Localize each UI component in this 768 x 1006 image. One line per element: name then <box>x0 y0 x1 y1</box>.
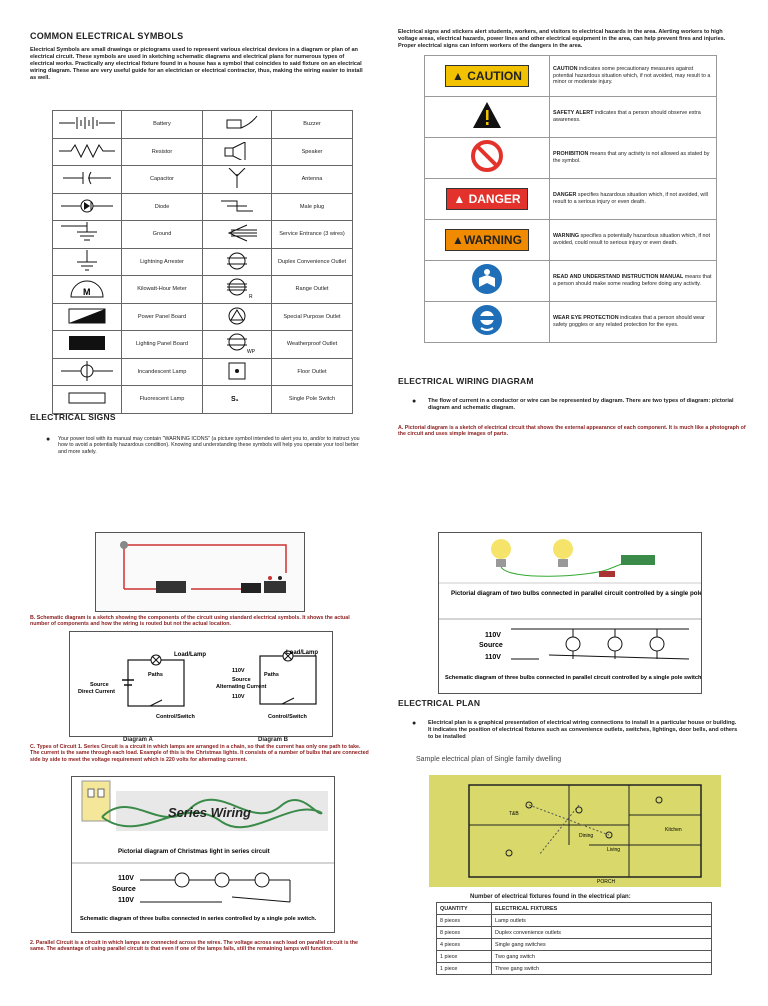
symbol-icon <box>203 248 272 276</box>
symbol-name: Lighting Panel Board <box>122 331 203 359</box>
plan-caption: Sample electrical plan of Single family dwelling <box>416 756 562 763</box>
fixture-row <box>437 939 712 951</box>
symbol-row <box>53 386 353 414</box>
series-wiring-label: Series Wiring <box>168 805 251 820</box>
diagram-a-source2: Direct Current <box>78 689 115 695</box>
symbol-icon <box>53 111 122 139</box>
signs-title: ELECTRICAL SIGNS <box>30 412 116 422</box>
symbol-name: Range Outlet <box>272 276 353 304</box>
symbol-icon <box>53 331 122 359</box>
symbol-row <box>53 111 353 139</box>
sign-row-read-manual: READ AND UNDERSTAND INSTRUCTION MANUAL means that a person should make some reading before doing any activity. <box>425 261 717 302</box>
parallel-source: Source <box>479 642 503 649</box>
symbol-icon <box>53 221 122 249</box>
symbol-row <box>53 193 353 221</box>
symbol-name: Diode <box>122 193 203 221</box>
symbol-icon <box>203 111 272 139</box>
diagram-b-source2: Alternating Current <box>216 684 267 690</box>
fixture-quantity: 8 pieces <box>437 927 492 939</box>
fixture-row <box>437 927 712 939</box>
plan-title: ELECTRICAL PLAN <box>398 698 481 708</box>
series-figure <box>71 776 335 933</box>
symbol-row <box>53 221 353 249</box>
signs-table <box>424 55 717 343</box>
diagram-b-caption: Diagram B <box>258 737 289 743</box>
pictorial-circuit-image <box>95 532 305 612</box>
fixture-name: Single gang switches <box>492 939 712 951</box>
symbol-name: Weatherproof Outlet <box>272 331 353 359</box>
symbol-icon <box>203 138 272 166</box>
svg-text:WP: WP <box>247 349 256 355</box>
symbol-name: Fluorescent Lamp <box>122 386 203 414</box>
diagram-b-paths: Paths <box>264 672 279 678</box>
symbol-row <box>53 358 353 386</box>
symbol-name: Antenna <box>272 166 353 194</box>
parallel-figure <box>438 532 702 694</box>
symbol-icon <box>53 138 122 166</box>
symbol-name: Lightning Arrester <box>122 248 203 276</box>
fixture-name: Two gang switch <box>492 951 712 963</box>
symbol-icon <box>203 386 272 414</box>
fixture-quantity: 1 piece <box>437 951 492 963</box>
symbol-name: Kilowatt-Hour Meter <box>122 276 203 304</box>
symbol-row <box>53 248 353 276</box>
symbol-name: Ground <box>122 221 203 249</box>
electrical-plan-image <box>429 775 721 887</box>
fixtures-header-fixture: ELECTRICAL FIXTURES <box>492 903 712 915</box>
fixture-row <box>437 951 712 963</box>
parallel-pictorial-caption: Pictorial diagram of two bulbs connected in parallel circuit controlled by a single pole switch. <box>451 590 701 597</box>
diagram-a-source: Source <box>90 682 109 688</box>
symbol-row <box>53 138 353 166</box>
fixture-row <box>437 963 712 975</box>
fixtures-header-qty: QUANTITY <box>437 903 492 915</box>
symbol-icon <box>53 386 122 414</box>
symbol-icon <box>203 166 272 194</box>
symbol-icon <box>53 303 122 331</box>
symbol-row <box>53 166 353 194</box>
fixture-row <box>437 915 712 927</box>
symbol-row <box>53 331 353 359</box>
diagrams-ab <box>69 631 333 737</box>
fixture-name: Duplex convenience outlets <box>492 927 712 939</box>
symbol-icon <box>53 193 122 221</box>
symbol-icon <box>203 221 272 249</box>
symbol-name: Battery <box>122 111 203 139</box>
symbols-title: COMMON ELECTRICAL SYMBOLS <box>30 31 184 41</box>
series-v1: 110V <box>118 875 134 882</box>
fixture-quantity: 4 pieces <box>437 939 492 951</box>
fixture-quantity: 1 piece <box>437 963 492 975</box>
diagram-a-load: Load/Lamp <box>174 652 207 658</box>
diagram-b-load: Load/Lamp <box>286 650 319 656</box>
symbol-icon <box>203 193 272 221</box>
symbol-icon <box>203 358 272 386</box>
symbol-name: Incandescent Lamp <box>122 358 203 386</box>
diagram-b-source: Source <box>232 677 251 683</box>
fixture-quantity: 8 pieces <box>437 915 492 927</box>
symbol-name: Duplex Convenience Outlet <box>272 248 353 276</box>
symbol-name: Buzzer <box>272 111 353 139</box>
symbol-icon <box>203 303 272 331</box>
schematic-text: B. Schematic diagram is a sketch showing the components of the circuit using standard electrical symbols. It shows the actual number of components and how the wiring is routed but not the actual location. <box>30 615 350 628</box>
bullet-icon: ● <box>412 720 417 727</box>
warning-sign-icon: ▲WARNING <box>445 229 529 251</box>
symbol-row <box>53 276 353 304</box>
signs-intro: Electrical signs and stickers alert students, workers, and visitors to electrical hazards in the area. Alerting workers to high voltage areas, electrical hazards, power lines and other electrical equipment in the area, can help prevent fires and injuries. Proper electrical signs can inform workers of the dangers in the area. <box>398 29 726 49</box>
sign-row-danger: ▲ DANGER DANGER specifies hazardous situation which, if not avoided, will result to a serious injury or even death. <box>425 179 717 220</box>
wiring-bullet-text: The flow of current in a conductor or wire can be represented by diagram. There are two types of diagram: pictorial diagram and schematic diagram. <box>428 398 734 411</box>
series-source: Source <box>112 886 136 893</box>
svg-text:R: R <box>249 294 253 300</box>
plan-room-label: Living <box>607 847 621 853</box>
fixtures-title: Number of electrical fixtures found in the electrical plan: <box>470 894 631 900</box>
diagram-a-caption: Diagram A <box>123 737 153 743</box>
bullet-icon: ● <box>46 436 51 443</box>
svg-text:S₁: S₁ <box>231 396 239 404</box>
parallel-v1: 110V <box>485 632 501 639</box>
symbol-name: Male plug <box>272 193 353 221</box>
series-text: C. Types of Circuit 1. Series Circuit is a circuit in which lamps are arranged in a chain, so that the current has only one path to take. The current is the same through each load. Example of this is the Christmas lights. It consists of a number of bulbs that are connected side by side to meet the voltage requirement which is 220 volts for alternating current. <box>30 744 369 763</box>
symbol-icon <box>53 358 122 386</box>
plan-room-label: Dining <box>579 833 594 839</box>
symbols-intro: Electrical Symbols are small drawings or pictograms used to represent various electrical devices in a diagram or plan of an electrical circuit. These symbols are used in sketching schematic diagrams and electrical plans for numerous types of electrical works. Practically any electrical fixture found in a house has a symbol that coincides to said fixture on an electrical wiring diagram. These are very useful guide for an electrician or electrical contractor, thus, making the wiring easier to install as well. <box>30 47 363 81</box>
symbol-icon <box>53 276 122 304</box>
symbol-icon <box>53 248 122 276</box>
eye-protection-icon <box>471 304 503 336</box>
symbol-name: Service Entrance (3 wires) <box>272 221 353 249</box>
sign-row-caution: ▲ CAUTION CAUTION indicates some precautionary measures against potential hazardous situation which, if not avoided, may result to a minor or moderate injury. <box>425 56 717 97</box>
sign-row-safety-alert: SAFETY ALERT indicates that a person should observe extra awareness. <box>425 97 717 138</box>
safety-alert-icon <box>472 100 502 130</box>
series-v2: 110V <box>118 897 134 904</box>
danger-sign-icon: ▲ DANGER <box>446 188 527 210</box>
series-pictorial-caption: Pictorial diagram of Christmas light in series circuit <box>118 848 270 855</box>
parallel-schematic-caption: Schematic diagram of three bulbs connected in parallel circuit controlled by a single pole switch. <box>445 675 701 681</box>
symbol-name: Capacitor <box>122 166 203 194</box>
diagram-b-v2: 110V <box>232 694 245 700</box>
diagram-b-v1: 110V <box>232 668 245 674</box>
symbol-name: Special Purpose Outlet <box>272 303 353 331</box>
symbol-name: Power Panel Board <box>122 303 203 331</box>
sign-row-eye-protection: WEAR EYE PROTECTION indicates that a person should wear safety goggles or any related protection for the eyes. <box>425 302 717 343</box>
caution-sign-icon: ▲ CAUTION <box>445 65 529 87</box>
symbol-name: Speaker <box>272 138 353 166</box>
symbol-icon <box>53 166 122 194</box>
wiring-title: ELECTRICAL WIRING DIAGRAM <box>398 376 534 386</box>
symbol-icon <box>203 331 272 359</box>
plan-room-label: Kitchen <box>665 827 682 833</box>
diagram-a-paths: Paths <box>148 672 163 678</box>
parallel-text: 2. Parallel Circuit is a circuit in which lamps are connected across the wires. The voltage across each load on parallel circuit is the same. The advantage of using parallel circuit is that even if one of the lamps fails, still the remaining lamps will function. <box>30 940 358 953</box>
prohibition-icon <box>470 139 504 173</box>
fixtures-table <box>436 902 712 975</box>
bullet-icon: ● <box>412 398 417 405</box>
diagram-b-switch: Control/Switch <box>268 714 307 720</box>
symbol-name: Single Pole Switch <box>272 386 353 414</box>
symbols-table <box>52 110 353 414</box>
plan-room-label: T&B <box>509 811 519 817</box>
fixture-name: Lamp outlets <box>492 915 712 927</box>
plan-room-label: PORCH <box>597 879 616 885</box>
read-manual-icon <box>471 263 503 295</box>
pictorial-text: A. Pictorial diagram is a sketch of electrical circuit that shows the external appearance of each component. It is much like a photograph of the circuit and uses simple images of parts. <box>398 425 746 438</box>
symbol-name: Floor Outlet <box>272 358 353 386</box>
plan-bullet-text: Electrical plan is a graphical presentation of electrical wiring connections to install in a particular house or building. It indicates the position of electrical fixtures such as convenience outlets, switches, lightings, door bells, and others to be installed <box>428 720 738 740</box>
sign-row-prohibition: PROHIBITION means that any activity is not allowed as stated by the symbol. <box>425 138 717 179</box>
symbol-row <box>53 303 353 331</box>
diagram-a-switch: Control/Switch <box>156 714 195 720</box>
parallel-v2: 110V <box>485 654 501 661</box>
symbol-icon <box>203 276 272 304</box>
svg-text:M: M <box>83 287 91 298</box>
sign-row-warning: ▲WARNING WARNING specifies a potentially hazardous situation which, if not avoided, could result to serious injury or even death. <box>425 220 717 261</box>
series-schematic-caption: Schematic diagram of three bulbs connected in series controlled by a single pole switch. <box>80 916 317 922</box>
symbol-name: Resistor <box>122 138 203 166</box>
signs-bullet-text: Your power tool with its manual may contain "WARNING ICONS" (a picture symbol intended to alert you to, and/or to instruct you how to avoid a potentially hazardous condition). Knowing and understanding these symbols will help you operate your tool better and more safely. <box>58 436 360 455</box>
fixture-name: Three gang switch <box>492 963 712 975</box>
